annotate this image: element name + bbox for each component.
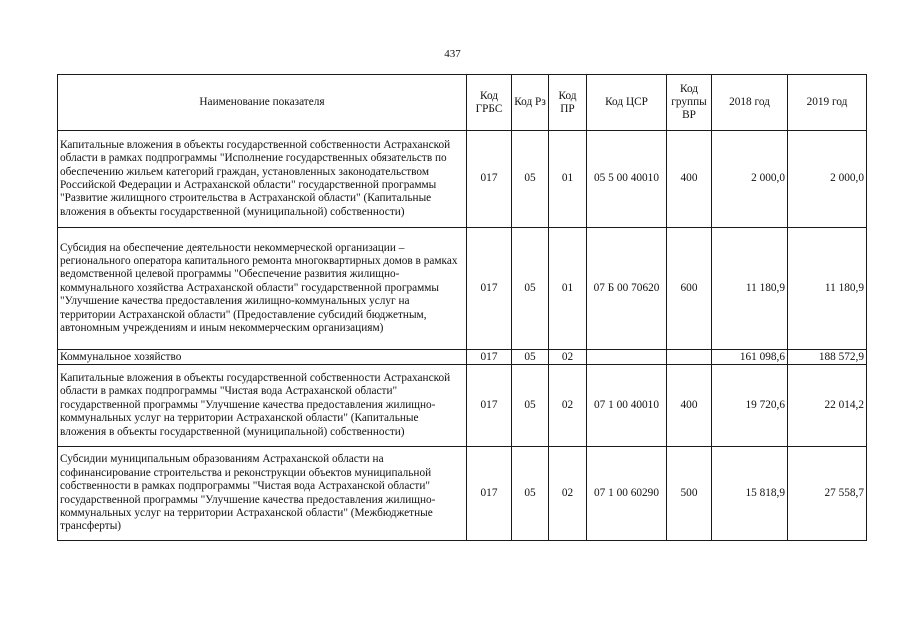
row-2018: 161 098,6 [712,350,788,365]
row-2019: 11 180,9 [788,228,867,350]
row-2019: 2 000,0 [788,131,867,228]
row-name: Коммунальное хозяйство [58,350,467,365]
row-vr [667,350,712,365]
row-2018: 2 000,0 [712,131,788,228]
header-rz: Код Рз [512,75,549,131]
row-grbs: 017 [467,131,512,228]
row-pr: 01 [549,228,587,350]
table-row [58,131,867,228]
row-pr: 01 [549,131,587,228]
row-rz: 05 [512,350,549,365]
row-name: Субсидия на обеспечение деятельности некоммерческой организации – регионального оператора капитального ремонта многоквартирных домов в рамках ведомственной целевой программы "Обеспечение развития жилищно-коммунального хозяйства Астраханской области" государственной программы "Улучшение качества предоставления жилищно-коммунальных услуг на территории Астраханской области" (Предоставление субсидий бюджетным, автономным учреждениям и иным некоммерческим организациям) [58,228,467,350]
row-grbs: 017 [467,447,512,541]
row-pr: 02 [549,447,587,541]
header-grbs: Код ГРБС [467,75,512,131]
row-csr [587,350,667,365]
table-row [58,447,867,541]
row-rz: 05 [512,131,549,228]
header-csr: Код ЦСР [587,75,667,131]
row-2019: 22 014,2 [788,365,867,447]
header-2018: 2018 год [712,75,788,131]
row-vr: 400 [667,365,712,447]
row-csr: 05 5 00 40010 [587,131,667,228]
row-vr: 600 [667,228,712,350]
row-2018: 19 720,6 [712,365,788,447]
row-name: Капитальные вложения в объекты государственной собственности Астраханской области в рамках подпрограммы "Исполнение государственных обязательств по обеспечению жильем категорий граждан, установленных законодательством Российской Федерации и Астраханской области" государственной программы "Развитие жилищного строительства в Астраханской области" (Капитальные вложения в объекты государственной (муниципальной) собственности) [58,131,467,228]
header-vr: Код группы ВР [667,75,712,131]
row-csr: 07 1 00 60290 [587,447,667,541]
row-vr: 500 [667,447,712,541]
row-grbs: 017 [467,350,512,365]
table-row [58,365,867,447]
table-header-row [58,75,867,131]
row-2018: 11 180,9 [712,228,788,350]
table-row [58,228,867,350]
row-rz: 05 [512,228,549,350]
row-csr: 07 Б 00 70620 [587,228,667,350]
header-pr: Код ПР [549,75,587,131]
row-pr: 02 [549,350,587,365]
row-name: Капитальные вложения в объекты государственной собственности Астраханской области в рамках подпрограммы "Чистая вода Астраханской области" государственной программы "Улучшение качества предоставления жилищно-коммунальных услуг на территории Астраханской области" (Капитальные вложения в объекты государственной (муниципальной) собственности) [58,365,467,447]
budget-table [57,74,867,541]
row-2019: 188 572,9 [788,350,867,365]
row-2019: 27 558,7 [788,447,867,541]
row-name: Субсидии муниципальным образованиям Астраханской области на софинансирование строительства и реконструкции объектов муниципальной собственности в рамках подпрограммы "Чистая вода Астраханской области" государственной программы "Улучшение качества предоставления жилищно-коммунальных услуг на территории Астраханской области" (Межбюджетные трансферты) [58,447,467,541]
row-vr: 400 [667,131,712,228]
row-grbs: 017 [467,365,512,447]
row-grbs: 017 [467,228,512,350]
header-2019: 2019 год [788,75,867,131]
row-csr: 07 1 00 40010 [587,365,667,447]
table-row [58,350,867,365]
page-number: 437 [444,48,461,60]
header-name: Наименование показателя [58,75,467,131]
row-rz: 05 [512,447,549,541]
row-pr: 02 [549,365,587,447]
row-2018: 15 818,9 [712,447,788,541]
row-rz: 05 [512,365,549,447]
